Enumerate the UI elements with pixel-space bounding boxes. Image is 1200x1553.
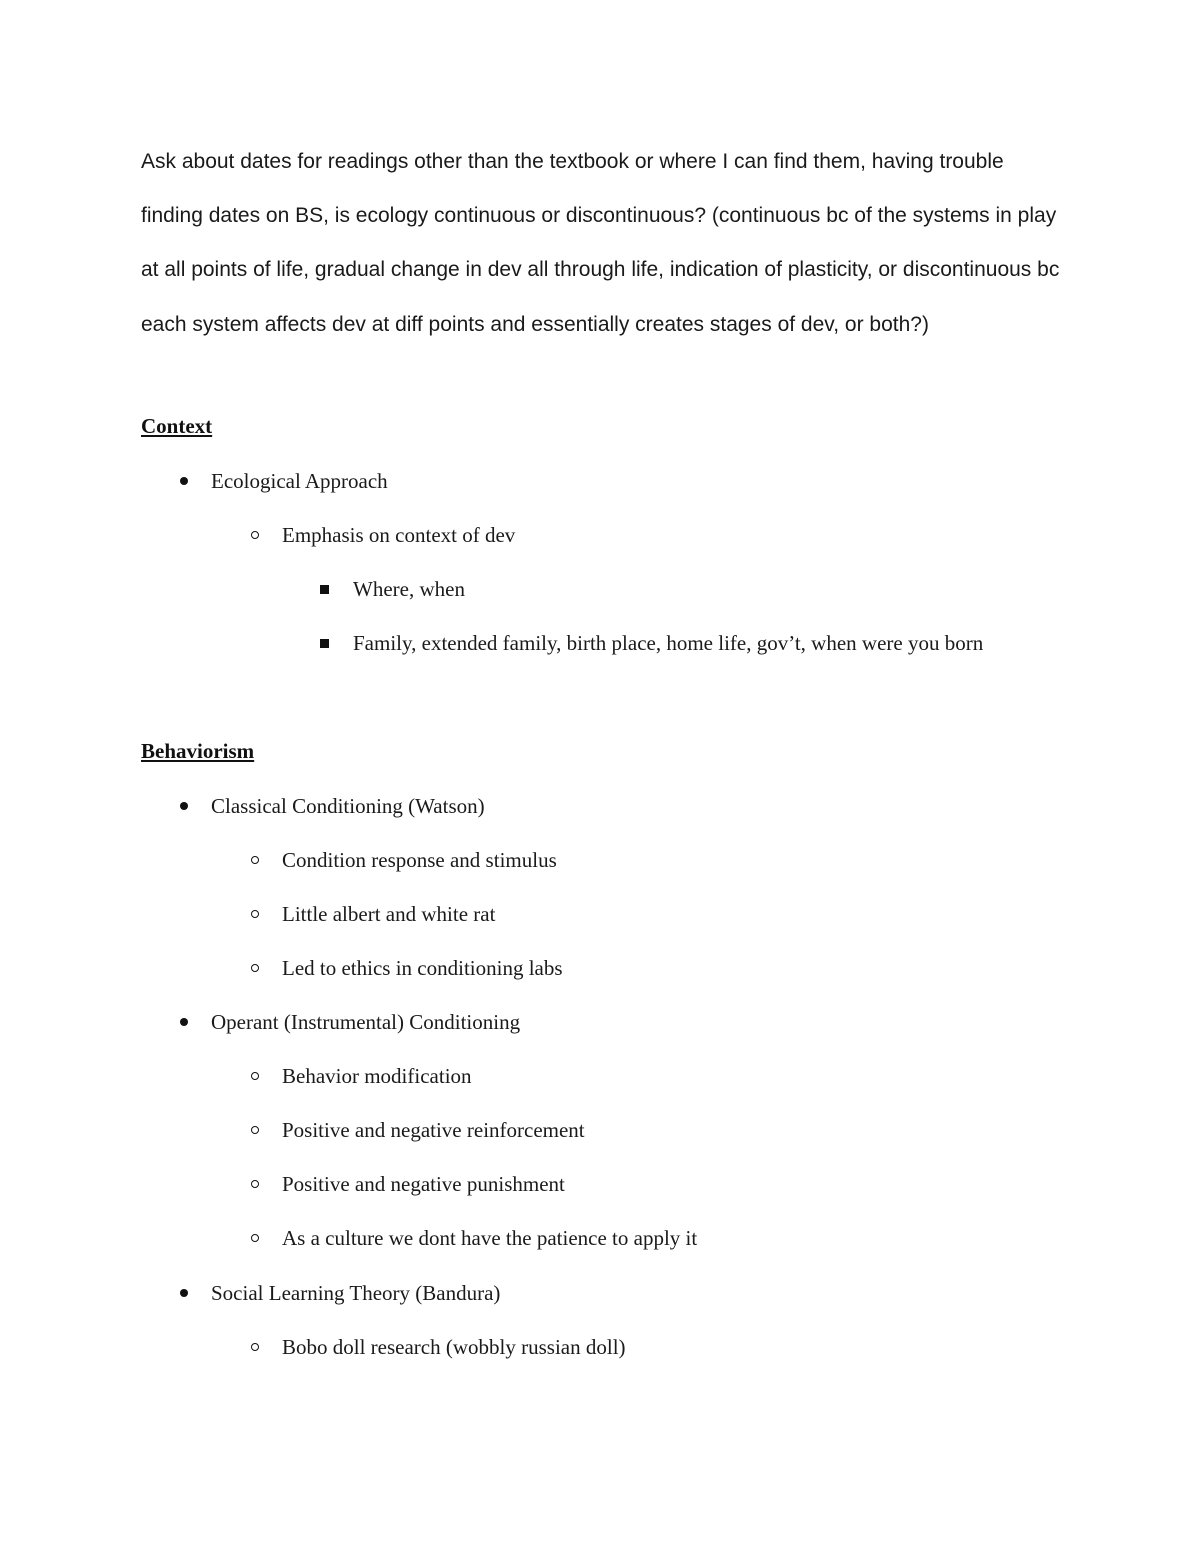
- bullet-disc-icon: [180, 1018, 188, 1026]
- list-item-text: Social Learning Theory (Bandura): [211, 1281, 501, 1305]
- list-item-text: Emphasis on context of dev: [282, 523, 516, 547]
- bullet-square-icon: [320, 639, 329, 648]
- list-item-text: Bobo doll research (wobbly russian doll): [282, 1335, 626, 1359]
- bullet-square-icon: [320, 585, 329, 594]
- list-item-text: Positive and negative reinforcement: [282, 1118, 585, 1142]
- bullet-disc-icon: [180, 802, 188, 810]
- bullet-disc-icon: [180, 477, 188, 485]
- list-item-text: Where, when: [353, 577, 465, 601]
- list-item-text: Ecological Approach: [211, 469, 388, 493]
- list-item-text: Behavior modification: [282, 1064, 472, 1088]
- section-heading-context: Context: [141, 414, 213, 438]
- list-item-text: Classical Conditioning (Watson): [211, 794, 485, 818]
- bullet-circle-icon: [251, 964, 259, 972]
- bullet-disc-icon: [180, 1289, 188, 1297]
- bullet-circle-icon: [251, 531, 259, 539]
- intro-paragraph: Ask about dates for readings other than the textbook or where I can find them, having trouble finding dates on BS, is ecology continuous or discontinuous? (continuous bc of the systems in play at all points of life, gradual change in dev all through life, indication of plasticity, or discontinuous bc each system affects dev at diff points and essentially creates stages of dev, or both?): [141, 150, 1060, 336]
- bullet-circle-icon: [251, 1072, 259, 1080]
- list-item-text: Led to ethics in conditioning labs: [282, 956, 563, 980]
- list-item-text: Condition response and stimulus: [282, 848, 557, 872]
- bullet-circle-icon: [251, 1234, 259, 1242]
- list-item-text: Positive and negative punishment: [282, 1172, 565, 1196]
- bullet-circle-icon: [251, 1343, 259, 1351]
- bullet-circle-icon: [251, 1180, 259, 1188]
- bullet-circle-icon: [251, 856, 259, 864]
- list-item-text: Family, extended family, birth place, home life, gov’t, when were you born: [353, 631, 984, 655]
- list-item-text: As a culture we dont have the patience to apply it: [282, 1226, 698, 1250]
- bullet-circle-icon: [251, 1126, 259, 1134]
- section-heading-behaviorism: Behaviorism: [141, 739, 255, 763]
- list-item-text: Operant (Instrumental) Conditioning: [211, 1010, 521, 1034]
- bullet-circle-icon: [251, 910, 259, 918]
- list-item-text: Little albert and white rat: [282, 902, 496, 926]
